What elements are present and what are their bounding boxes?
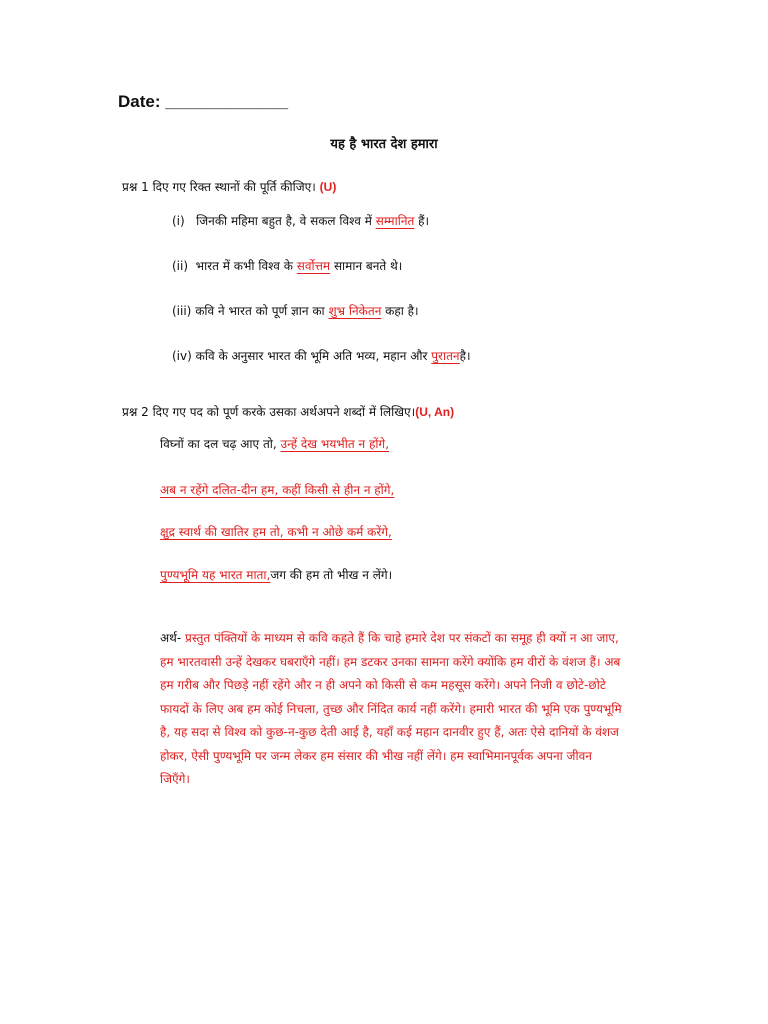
question-1-text: प्रश्न 1 दिए गए रिक्त स्थानों की पूर्ति कीजिए। bbox=[122, 180, 316, 194]
poem-line-answer: पुण्यभूमि यह भारत माता, bbox=[160, 568, 271, 582]
meaning-label: अर्थ- bbox=[160, 631, 182, 645]
poem-line-4 bbox=[160, 566, 392, 583]
poem-line-text: विघ्नों का दल चढ़ आए तो, bbox=[160, 437, 281, 451]
poem-line-3 bbox=[160, 523, 392, 540]
q1-item-text-end: कहा है। bbox=[381, 304, 419, 318]
q1-item-text: कवि के अनुसार भारत की भूमि अति भव्य, महान और bbox=[195, 349, 432, 363]
q1-item-answer: पुरातन bbox=[431, 349, 460, 363]
q1-item-text: जिनकी महिमा बहुत है, वे सकल विश्व में bbox=[196, 214, 376, 228]
poem-line-answer: क्षुद्र स्वार्थ की खातिर हम तो, कभी न ओछे कर्म करेंगे, bbox=[160, 525, 392, 539]
q1-item-num: (iv) bbox=[172, 349, 192, 363]
poem-line-answer: उन्हें देख भयभीत न होंगे, bbox=[280, 437, 390, 451]
q1-item-text: कवि ने भारत को पूर्ण ज्ञान का bbox=[195, 304, 329, 318]
poem-line-answer: अब न रहेंगे दलित-दीन हम, कहीं किसी से हीन न होंगे, bbox=[160, 483, 395, 497]
q1-item-3 bbox=[172, 302, 419, 319]
q1-item-text-end: हैं। bbox=[414, 214, 430, 228]
question-2-prompt bbox=[122, 403, 454, 420]
q1-item-num: (ii) bbox=[172, 259, 189, 273]
q1-item-1 bbox=[172, 212, 429, 229]
question-1-prompt bbox=[122, 178, 336, 195]
meaning-text: प्रस्तुत पंक्तियों के माध्यम से कवि कहते हैं कि चाहे हमारे देश पर संकटों का समूह ही क्यों न आ जाए, हम भारतवासी उन्हें देखकर घबराएँगे नहीं। हम डटकर उनका सामना करेंगे क्योंकि हम वीरों के वंशज हैं। अब हम गरीब और पिछड़े नहीं रहेंगे और न ही अपने को किसी से कम महसूस करेंगे। अपने निजी व छोटे-छोटे फायदों के लिए अब हम कोई निचला, तुच्छ और निंदित कार्य नहीं करेंगे। हमारी भारत की भूमि एक पुण्यभूमि है, यह सदा से विश्व को कुछ-न-कुछ देती आई है, यहाँ कई महान दानवीर हुए हैं, अतः ऐसे दानियों के वंशज होकर, ऐसी पुण्यभूमि पर जन्म लेकर हम संसार की भीख नहीं लेंगे। हम स्वाभिमानपूर्वक अपना जीवन जिएँगे। bbox=[160, 631, 622, 786]
q1-item-text-end: है। bbox=[459, 349, 471, 363]
poem-line-text-end: जग की हम तो भीख न लेंगे। bbox=[270, 568, 393, 582]
q1-item-4 bbox=[172, 347, 471, 364]
q1-item-text: भारत में कभी विश्व के bbox=[195, 259, 297, 273]
poem-line-2 bbox=[160, 481, 394, 498]
q1-item-answer: सम्मानित bbox=[375, 214, 415, 228]
q1-item-answer: शुभ्र निकेतन bbox=[328, 304, 382, 318]
page-title: यह है भारत देश हमारा bbox=[330, 137, 438, 152]
q1-item-num: (iii) bbox=[172, 304, 192, 318]
date-field: Date: _____________ bbox=[118, 92, 289, 111]
q1-item-2 bbox=[172, 257, 402, 274]
question-2-tag: (U, An) bbox=[415, 405, 455, 419]
question-2-text: प्रश्न 2 दिए गए पद को पूर्ण करके उसका अर्थअपने शब्दों में लिखिए। bbox=[122, 405, 416, 419]
q1-item-num: (i) bbox=[172, 214, 185, 228]
q1-item-answer: सर्वोत्तम bbox=[296, 259, 331, 273]
q1-item-text-end: सामान बनते थे। bbox=[330, 259, 403, 273]
poem-line-1 bbox=[160, 435, 389, 452]
meaning-paragraph bbox=[160, 627, 622, 792]
question-1-tag: (U) bbox=[319, 180, 337, 194]
